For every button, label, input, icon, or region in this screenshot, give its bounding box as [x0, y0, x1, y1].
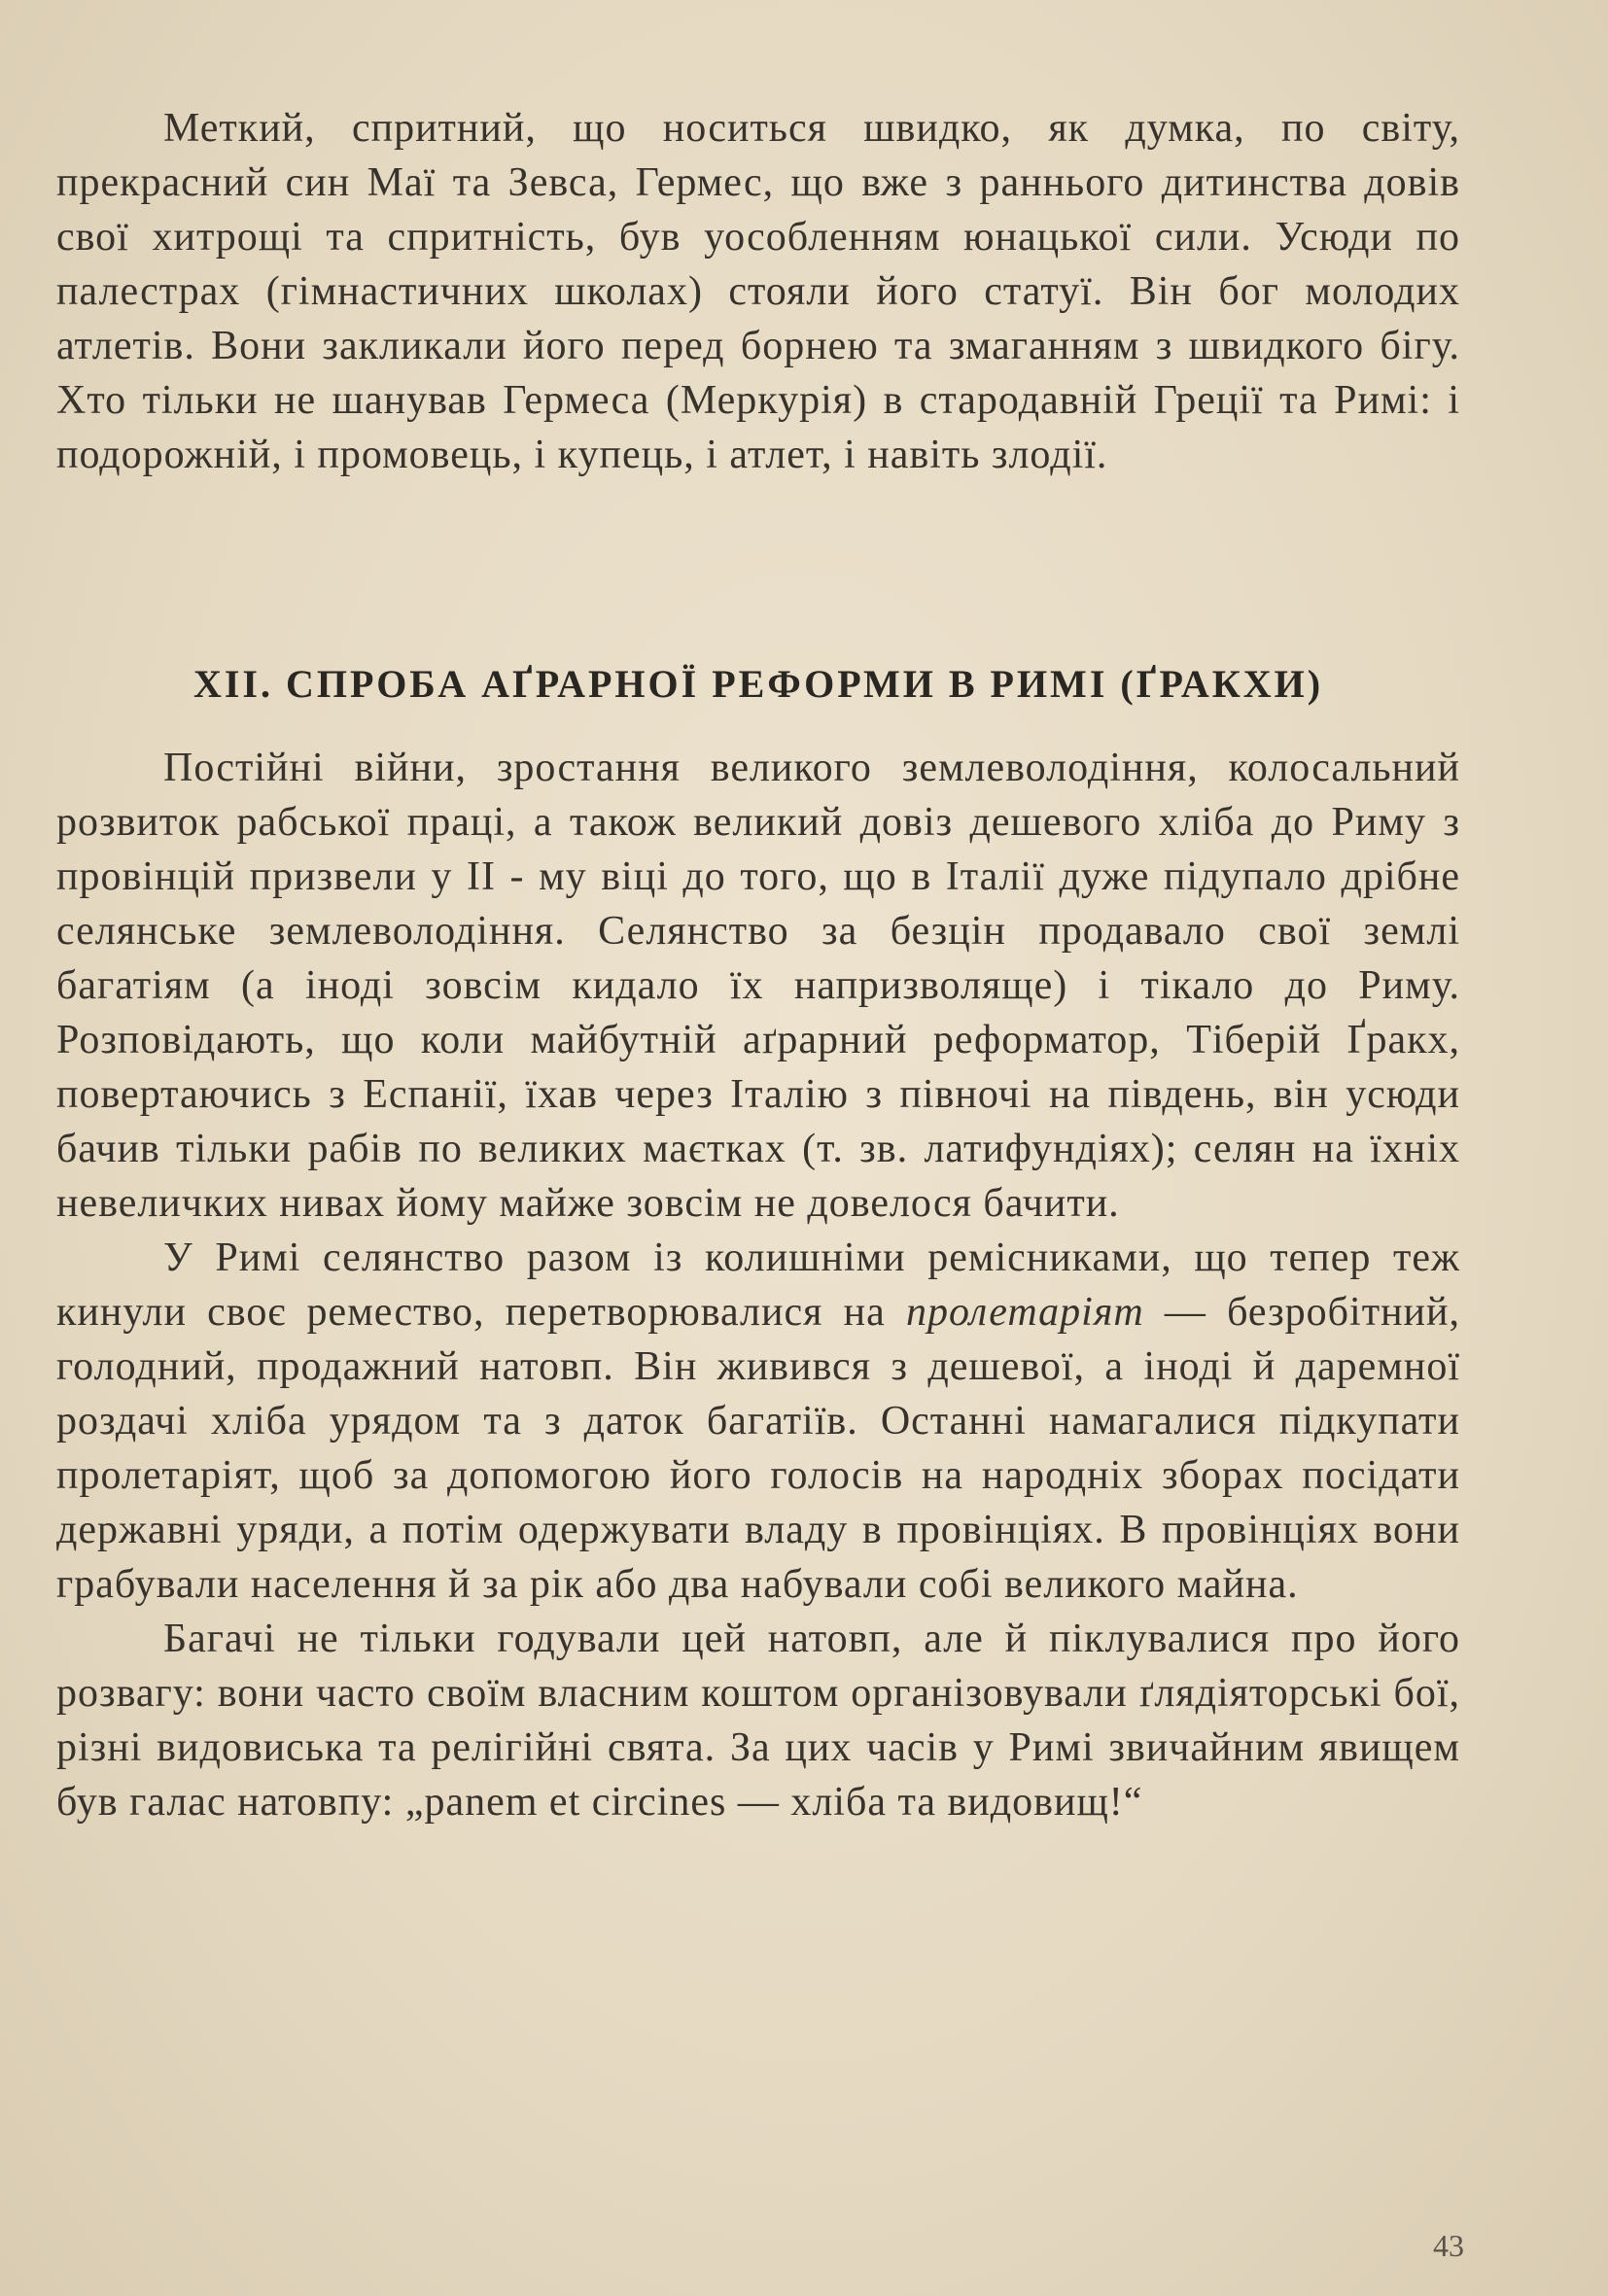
term-proletariat: пролетаріят: [905, 1290, 1144, 1335]
page-number: 43: [1433, 2228, 1464, 2263]
paragraph-proletariat: [56, 1231, 1460, 1612]
paragraph-hermes: Меткий, спритний, що носиться швидко, як думка, по світу, прекрасний син Маї та Зевса, Гермес, що вже з раннього дитинства довів свої хитрощі та спритність, був уособленням юнацької сили. Усюди по палестрах (гімнастичних школах) стояли його статуї. Він бог молодих атлетів. Вони закликали його перед борнею та змаганням з швидкого бігу. Хто тільки не шанував Гермеса (Меркурія) в стародавній Греції та Римі: і подорожній, і промовець, і купець, і атлет, і навіть злодії.: [56, 106, 1460, 477]
section-heading: XII. СПРОБА АҐРАРНОЇ РЕФОРМИ В РИМІ (ҐРАКХИ): [192, 662, 1324, 706]
paragraph-entertainment: Багачі не тільки годували цей натовп, але й піклувалися про його розвагу: вони часто своїм власним коштом організовували ґлядіяторські бої, різні видовиська та релігійні свята. За цих часів у Римі звичайним явищем був галас натовпу: „panem et circines — хліба та видовищ!“: [56, 1617, 1460, 1825]
intro-text: [56, 101, 1460, 482]
paragraph-proletariat-rest: — безробітний, голодний, продажний натовп. Він живився з дешевої, а іноді й даремної роздачі хліба урядом та з даток багатіїв. Останні намагалися підкупати пролетаріят, щоб за допомогою його голосів на народніх зборах посідати державні уряди, а потім одержувати владу в провінціях. В провінціях вони грабували населення й за рік або два набували собі великого майна.: [56, 1290, 1461, 1607]
section-text: [56, 741, 1460, 1829]
paragraph-proletariat-start: У Римі селянство разом із колишніми ремісниками, що тепер теж кинули своє ремество, перетворювалися на: [56, 1235, 1460, 1335]
paragraph-land: Постійні війни, зростання великого землеволодіння, колосальний розвиток рабської праці, а також великий довіз дешевого хліба до Риму з провінцій призвели у II - му віці до того, що в Італії дуже підупало дрібне селянське землеволодіння. Селянство за безцін продавало свої землі багатіям (а іноді зовсім кидало їх напризволяще) і тікало до Риму. Розповідають, що коли майбутній аґрарний реформатор, Тіберій Ґракх, повертаючись з Еспанії, їхав через Італію з півночі на південь, він усюди бачив тільки рабів по великих маєтках (т. зв. латифундіях); селян на їхніх невеличких нивах йому майже зовсім не довелося бачити.: [56, 746, 1460, 1226]
